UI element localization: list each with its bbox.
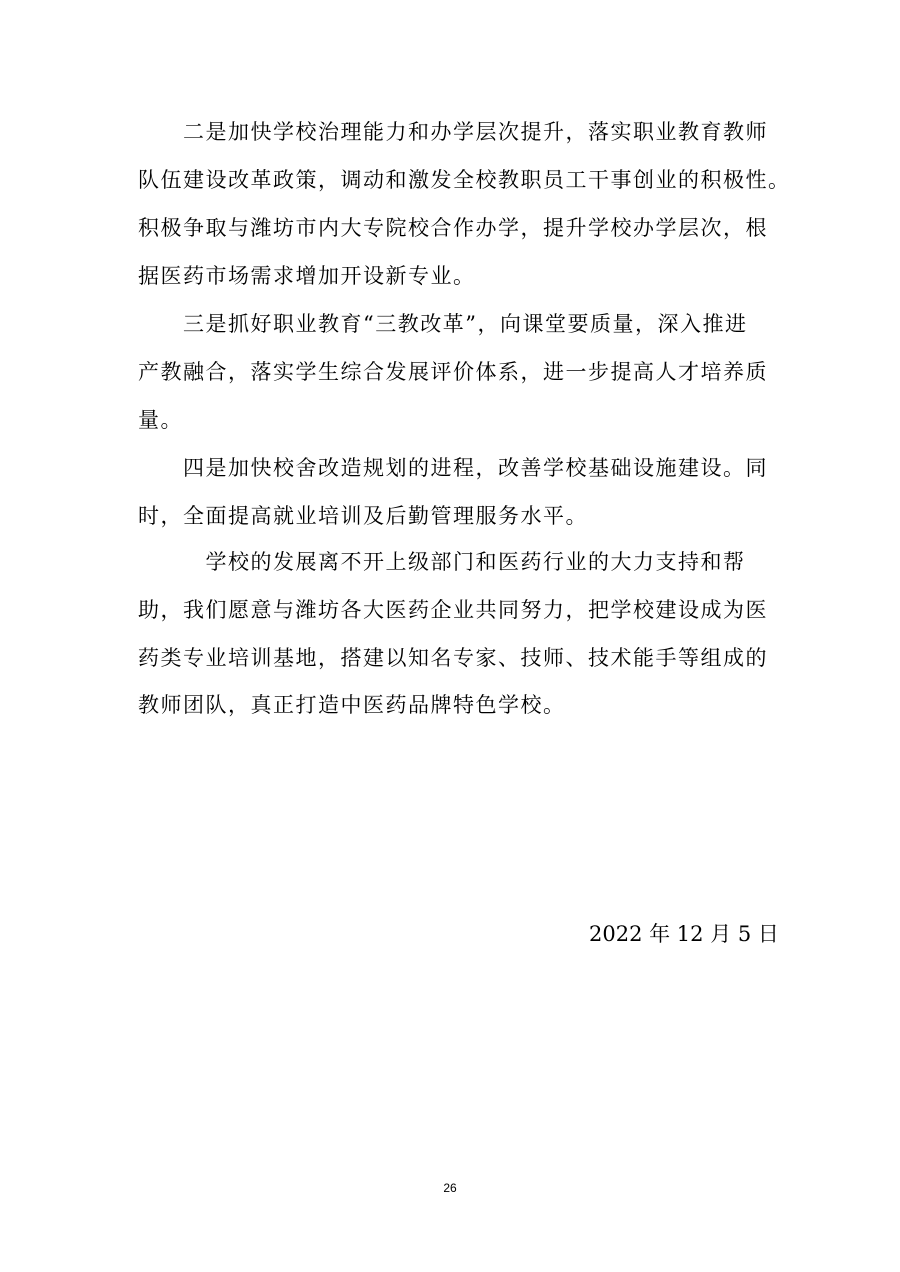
body-text-line: 教师团队，真正打造中医药品牌特色学校。: [138, 693, 566, 717]
body-text-line: 量。: [138, 408, 183, 432]
body-text-line: 四是加快校舍改造规划的进程，改善学校基础设施建设。同: [138, 456, 768, 480]
body-text-line: 时，全面提高就业培训及后勤管理服务水平。: [138, 504, 588, 528]
body-text-line: 产教融合，落实学生综合发展评价体系，进一步提高人才培养质: [138, 360, 768, 384]
body-text-line: 助，我们愿意与潍坊各大医药企业共同努力，把学校建设成为医: [138, 598, 768, 622]
body-text-line: 二是加快学校治理能力和办学层次提升，落实职业教育教师: [138, 120, 768, 144]
body-text-line: 据医药市场需求增加开设新专业。: [138, 264, 476, 288]
body-text-line: 学校的发展离不开上级部门和医药行业的大力支持和帮: [138, 550, 746, 574]
body-text-line: 药类专业培训基地，搭建以知名专家、技师、技术能手等组成的: [138, 646, 768, 670]
page-number: 26: [443, 1181, 457, 1195]
body-text-line: 三是抓好职业教育“三教改革”，向课堂要质量，深入推进: [138, 312, 748, 336]
body-text-line: 队伍建设改革政策，调动和激发全校教职员工干事创业的积极性。: [138, 168, 791, 192]
document-date: 2022 年 12 月 5 日: [589, 922, 779, 946]
body-text-line: 积极争取与潍坊市内大专院校合作办学，提升学校办学层次，根: [138, 216, 768, 240]
